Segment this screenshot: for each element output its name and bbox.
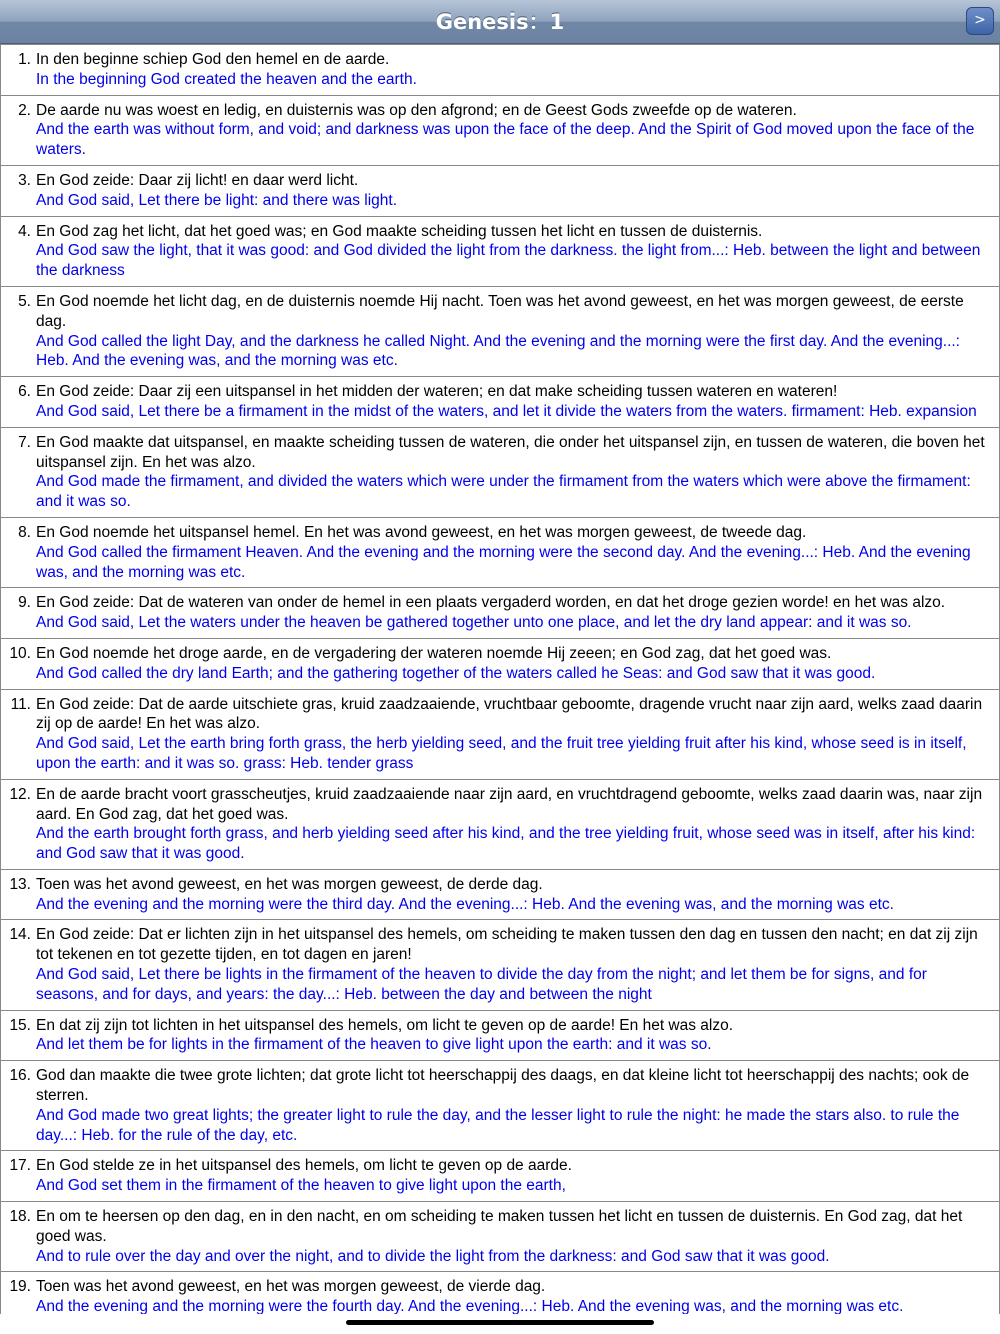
- verse-dutch-text: En God zeide: Dat er lichten zijn in het uitspansel des hemels, om scheiding te maken tussen den dag en tussen den nacht; en dat zij zijn tot tekenen en tot gezette tijden, en tot dagen en jaren!: [36, 926, 978, 964]
- verse-english-text: And God called the firmament Heaven. And the evening and the morning were the second day. And the evening...: Heb. And the evening was, and the morning was etc.: [36, 543, 971, 581]
- verse-row[interactable]: [0, 870, 1000, 921]
- verse-row[interactable]: [0, 780, 1000, 870]
- verse-row[interactable]: [0, 1061, 1000, 1151]
- verse-row[interactable]: [0, 44, 1000, 96]
- verse-dutch-text: God dan maakte die twee grote lichten; dat grote licht tot heerschappij des daags, en dat kleine licht tot heerschappij des nachts; ook de sterren.: [36, 1067, 970, 1105]
- verse-dutch-text: En de aarde bracht voort grasscheutjes, kruid zaadzaaiende naar zijn aard, en vruchtdragend geboomte, welks zaad daarin was, naar zijn aard. En God zag, dat het goed was.: [36, 785, 983, 823]
- verse-english-text: And the evening and the morning were the fourth day. And the evening...: Heb. And the evening was, and the morning was etc.: [36, 1298, 904, 1314]
- verse-number: 13.: [9, 875, 31, 893]
- verse-number: 11.: [10, 695, 31, 713]
- verse-row[interactable]: [0, 920, 1000, 1010]
- verse-dutch-text: Toen was het avond geweest, en het was morgen geweest, de derde dag.: [36, 875, 543, 893]
- verse-number: 18.: [9, 1208, 31, 1226]
- verse-row[interactable]: [0, 217, 1000, 287]
- verse-row[interactable]: [0, 1151, 1000, 1202]
- verse-english-text: In the beginning God created the heaven and the earth.: [36, 70, 417, 88]
- verse-number: 2.: [18, 101, 31, 119]
- verse-row[interactable]: [0, 639, 1000, 690]
- verse-row[interactable]: [0, 287, 1000, 377]
- verse-number: 6.: [18, 383, 31, 401]
- verse-english-text: And God said, Let the earth bring forth grass, the herb yielding seed, and the fruit tree yielding fruit after his kind, whose seed is in itself, upon the earth: and it was so. grass: Heb. tender grass: [36, 735, 967, 772]
- verse-number: 16.: [9, 1067, 31, 1085]
- verse-english-text: And God said, Let there be a firmament in the midst of the waters, and let it divide the waters from the waters. firmament: Heb. expansion: [36, 402, 977, 420]
- verse-english-text: And God said, Let there be light: and there was light.: [36, 191, 398, 209]
- home-indicator[interactable]: [346, 1320, 654, 1325]
- verse-english-text: And to rule over the day and over the night, and to divide the light from the darkness: and God saw that it was good.: [36, 1247, 830, 1265]
- verse-dutch-text: En God zeide: Dat de aarde uitschiete gras, kruid zaadzaaiende, vruchtbaar geboomte, dragende vrucht naar zijn aard, welks zaad daarin zij op de aarde! En het was alzo.: [36, 695, 983, 733]
- verse-dutch-text: En God noemde het licht dag, en de duisternis noemde Hij nacht. Toen was het avond geweest, en het was morgen geweest, de eerste dag.: [36, 292, 964, 330]
- verse-number: 17.: [9, 1157, 31, 1175]
- verse-number: 3.: [18, 171, 31, 189]
- verse-dutch-text: En God zeide: Daar zij licht! en daar werd licht.: [36, 171, 359, 189]
- verse-english-text: And God called the dry land Earth; and the gathering together of the waters called he Seas: and God saw that it was good.: [36, 664, 876, 682]
- verse-row[interactable]: [0, 96, 1000, 166]
- page-title: Genesis：1: [435, 10, 565, 34]
- verse-number: 5.: [18, 292, 31, 310]
- navigation-bar: [0, 0, 1000, 44]
- next-chapter-button[interactable]: >: [966, 7, 994, 35]
- verse-english-text: And God made the firmament, and divided the waters which were under the firmament from the waters which were above the firmament: and it was so.: [36, 473, 971, 511]
- verse-row[interactable]: [0, 1202, 1000, 1272]
- verse-number: 14.: [9, 926, 31, 944]
- verse-dutch-text: En God zeide: Daar zij een uitspansel in het midden der wateren; en dat make scheiding tussen wateren en wateren!: [36, 383, 838, 401]
- verse-english-text: And God saw the light, that it was good: and God divided the light from the darkness. the light from...: Heb. between the light and between the darkness: [36, 242, 981, 280]
- verse-number: 8.: [18, 523, 31, 541]
- verse-row[interactable]: [0, 377, 1000, 428]
- verse-dutch-text: En God noemde het droge aarde, en de vergadering der wateren noemde Hij zeeen; en God zag, dat het goed was.: [36, 644, 832, 662]
- verse-row[interactable]: [0, 166, 1000, 217]
- verse-list[interactable]: [0, 44, 1000, 1314]
- verse-english-text: And God said, Let there be lights in the firmament of the heaven to divide the day from the night; and let them be for signs, and for seasons, and for days, and years: the day...: Heb. between the day and between the night: [36, 966, 927, 1003]
- verse-dutch-text: En God noemde het uitspansel hemel. En het was avond geweest, en het was morgen geweest, de tweede dag.: [36, 523, 807, 541]
- verse-number: 10.: [9, 644, 31, 662]
- verse-number: 7.: [18, 433, 31, 451]
- verse-number: 4.: [18, 222, 31, 240]
- verse-number: 12.: [9, 785, 31, 803]
- verse-number: 1.: [18, 51, 31, 68]
- verse-dutch-text: En God stelde ze in het uitspansel des hemels, om licht te geven op de aarde.: [36, 1157, 572, 1175]
- verse-row[interactable]: [0, 1011, 1000, 1062]
- verse-row[interactable]: [0, 1272, 1000, 1314]
- verse-number: 15.: [9, 1016, 31, 1034]
- verse-english-text: And God set them in the firmament of the heaven to give light upon the earth,: [36, 1177, 566, 1195]
- verse-row[interactable]: [0, 428, 1000, 518]
- verse-dutch-text: En God zeide: Dat de wateren van onder de hemel in een plaats vergaderd worden, en dat het droge gezien worde! en het was alzo.: [36, 594, 946, 612]
- verse-dutch-text: In den beginne schiep God den hemel en de aarde.: [36, 51, 390, 68]
- verse-number: 9.: [18, 594, 31, 612]
- verse-english-text: And let them be for lights in the firmament of the heaven to give light upon the earth: and it was so.: [36, 1036, 712, 1054]
- verse-english-text: And the evening and the morning were the third day. And the evening...: Heb. And the evening was, and the morning was etc.: [36, 895, 894, 913]
- verse-row[interactable]: [0, 588, 1000, 639]
- verse-dutch-text: En God maakte dat uitspansel, en maakte scheiding tussen de wateren, die onder het uitspansel zijn, en tussen de wateren, die boven het uitspansel zijn. En het was alzo.: [36, 433, 985, 471]
- verse-dutch-text: En dat zij zijn tot lichten in het uitspansel des hemels, om licht te geven op de aarde! En het was alzo.: [36, 1016, 734, 1034]
- verse-dutch-text: De aarde nu was woest en ledig, en duisternis was op den afgrond; en de Geest Gods zweefde op de wateren.: [36, 101, 797, 119]
- verse-dutch-text: En om te heersen op den dag, en in den nacht, en om scheiding te maken tussen het licht en tussen de duisternis. En God zag, dat het goed was.: [36, 1208, 963, 1245]
- verse-number: 19.: [9, 1278, 31, 1296]
- verse-english-text: And God said, Let the waters under the heaven be gathered together unto one place, and let the dry land appear: and it was so.: [36, 614, 912, 632]
- verse-dutch-text: Toen was het avond geweest, en het was morgen geweest, de vierde dag.: [36, 1278, 546, 1296]
- verse-row[interactable]: [0, 690, 1000, 780]
- verse-english-text: And the earth was without form, and void; and darkness was upon the face of the deep. And the Spirit of God moved upon the face of the waters.: [36, 121, 975, 159]
- verse-dutch-text: En God zag het licht, dat het goed was; en God maakte scheiding tussen het licht en tussen de duisternis.: [36, 222, 763, 240]
- verse-english-text: And God called the light Day, and the darkness he called Night. And the evening and the morning were the first day. And the evening...: Heb. And the evening was, and the morning was etc.: [36, 332, 960, 370]
- verse-english-text: And the earth brought forth grass, and herb yielding seed after his kind, and the tree yielding fruit, whose seed was in itself, after his kind: and God saw that it was good.: [36, 825, 976, 863]
- verse-english-text: And God made two great lights; the greater light to rule the day, and the lesser light to rule the night: he made the stars also. to rule the day...: Heb. for the rule of the day, etc.: [36, 1106, 960, 1144]
- verse-row[interactable]: [0, 518, 1000, 588]
